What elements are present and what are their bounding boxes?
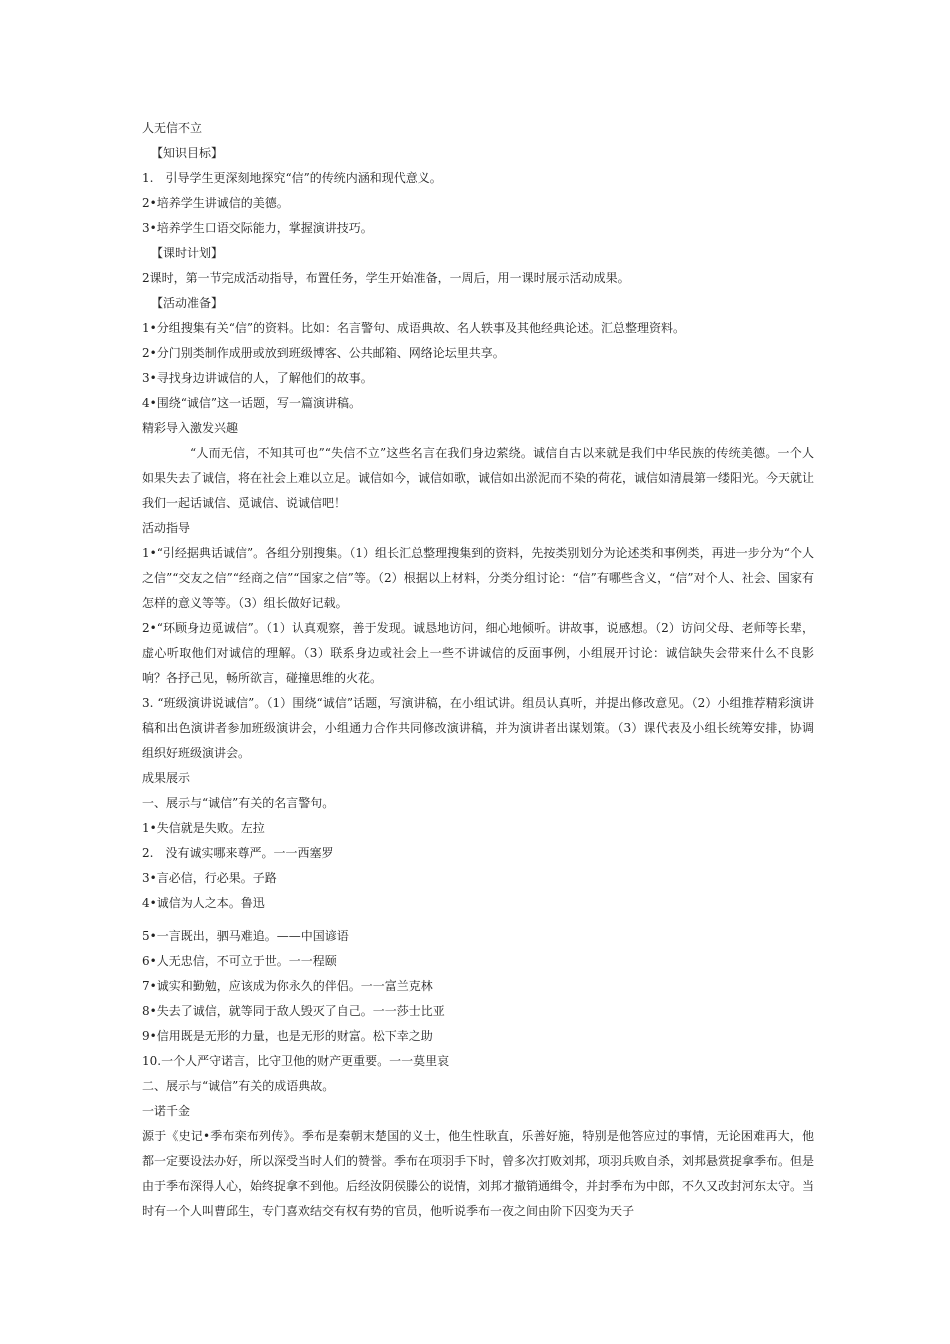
knowledge-item: 3•培养学生口语交际能力，掌握演讲技巧。 xyxy=(142,221,373,235)
idioms-section-heading: 二、展示与“诚信”有关的成语典故。 xyxy=(142,1079,335,1093)
prep-item: 2•分门别类制作成册或放到班级博客、公共邮箱、网络论坛里共享。 xyxy=(142,346,505,360)
guide-item: 1•“引经据典话诚信”。各组分别搜集。（1）组长汇总整理搜集到的资料，先按类别划分为论述类和事例类，再进一步分为“个人之信”“交友之信”“经商之信”“国家之信”等。（2）根据以上材料，分类分组讨论：“信”有哪些含义，“信”对个人、社会、国家有怎样的意义等等。（3）组长做好记载。 xyxy=(142,546,814,610)
prep-heading: 【活动准备】 xyxy=(151,296,224,310)
schedule-heading: 【课时计划】 xyxy=(151,246,224,260)
document-body xyxy=(142,116,814,1224)
knowledge-item: 1. 引导学生更深刻地探究“信”的传统内涵和现代意义。 xyxy=(142,171,442,185)
quotes-section-heading: 一、展示与“诚信”有关的名言警句。 xyxy=(142,796,335,810)
idiom-title: 一诺千金 xyxy=(142,1104,191,1118)
knowledge-heading: 【知识目标】 xyxy=(151,146,224,160)
quote-item: 8•失去了诚信，就等同于敌人毁灭了自己。一一莎士比亚 xyxy=(142,1004,445,1018)
quote-item: 5•一言既出，驷马难追。——中国谚语 xyxy=(142,929,349,943)
guide-item: 2•“环顾身边觅诚信”。（1）认真观察，善于发现。诚恳地访问，细心地倾听。讲故事，说感想。（2）访问父母、老师等长辈，虚心听取他们对诚信的理解。（3）联系身边或社会上一些不讲诚信的反面事例，小组展开讨论：诚信缺失会带来什么不良影响？各抒己见，畅所欲言，碰撞思维的火花。 xyxy=(142,621,814,685)
quote-item: 4•诚信为人之本。鲁迅 xyxy=(142,896,265,910)
quote-item: 2. 没有诚实哪来尊严。一一西塞罗 xyxy=(142,846,334,860)
intro-heading: 精彩导入激发兴趣 xyxy=(142,421,239,435)
idiom-paragraph: 源于《史记•季布栾布列传》。季布是秦朝末楚国的义士，他生性耿直，乐善好施，特别是他答应过的事情，无论困难再大，他都一定要设法办好，所以深受当时人们的赞誉。季布在项羽手下时，曾多次打败刘邦，项羽兵败自杀，刘邦悬赏捉拿季布。但是由于季布深得人心，始终捉拿不到他。后经汝阴侯滕公的说情，刘邦才撤销通缉令，并封季布为中郎，不久又改封河东太守。当时有一个人叫曹邱生，专门喜欢结交有权有势的官员，他听说季布一夜之间由阶下囚变为天子 xyxy=(142,1129,815,1218)
quote-item: 1•失信就是失败。左拉 xyxy=(142,821,265,835)
prep-item: 4•围绕“诚信”这一话题，写一篇演讲稿。 xyxy=(142,396,361,410)
spacer xyxy=(142,916,814,924)
quote-item: 3•言必信，行必果。子路 xyxy=(142,871,277,885)
prep-item: 3•寻找身边讲诚信的人，了解他们的故事。 xyxy=(142,371,373,385)
quote-item: 7•诚实和勤勉，应该成为你永久的伴侣。一一富兰克林 xyxy=(142,979,433,993)
guide-item: 3. “班级演讲说诚信”。（1）围绕“诚信”话题，写演讲稿，在小组试讲。组员认真听，并提出修改意见。（2）小组推荐精彩演讲稿和出色演讲者参加班级演讲会，小组通力合作共同修改演讲稿，并为演讲者出谋划策。（3）课代表及小组长统筹安排，协调组织好班级演讲会。 xyxy=(142,696,814,760)
prep-item: 1•分组搜集有关“信”的资料。比如：名言警句、成语典故、名人轶事及其他经典论述。汇总整理资料。 xyxy=(142,321,685,335)
results-heading: 成果展示 xyxy=(142,771,191,785)
quote-item: 9•信用既是无形的力量，也是无形的财富。松下幸之助 xyxy=(142,1029,433,1043)
document-title: 人无信不立 xyxy=(142,121,203,135)
knowledge-item: 2•培养学生讲诚信的美德。 xyxy=(142,196,289,210)
intro-paragraph: “人而无信，不知其可也”“失信不立”这些名言在我们身边萦绕。诚信自古以来就是我们中华民族的传统美德。一个人如果失去了诚信，将在社会上难以立足。诚信如今，诚信如歌，诚信如出淤泥而不染的荷花，诚信如清晨第一缕阳光。今天就让我们一起话诚信、觅诚信、说诚信吧！ xyxy=(142,446,815,510)
guide-heading: 活动指导 xyxy=(142,521,191,535)
quote-item: 6•人无忠信，不可立于世。一一程颐 xyxy=(142,954,337,968)
schedule-text: 2课时，第一节完成活动指导，布置任务，学生开始准备，一周后，用一课时展示活动成果。 xyxy=(142,271,630,285)
quote-item: 10.一个人严守诺言，比守卫他的财产更重要。一一莫里哀 xyxy=(142,1054,450,1068)
